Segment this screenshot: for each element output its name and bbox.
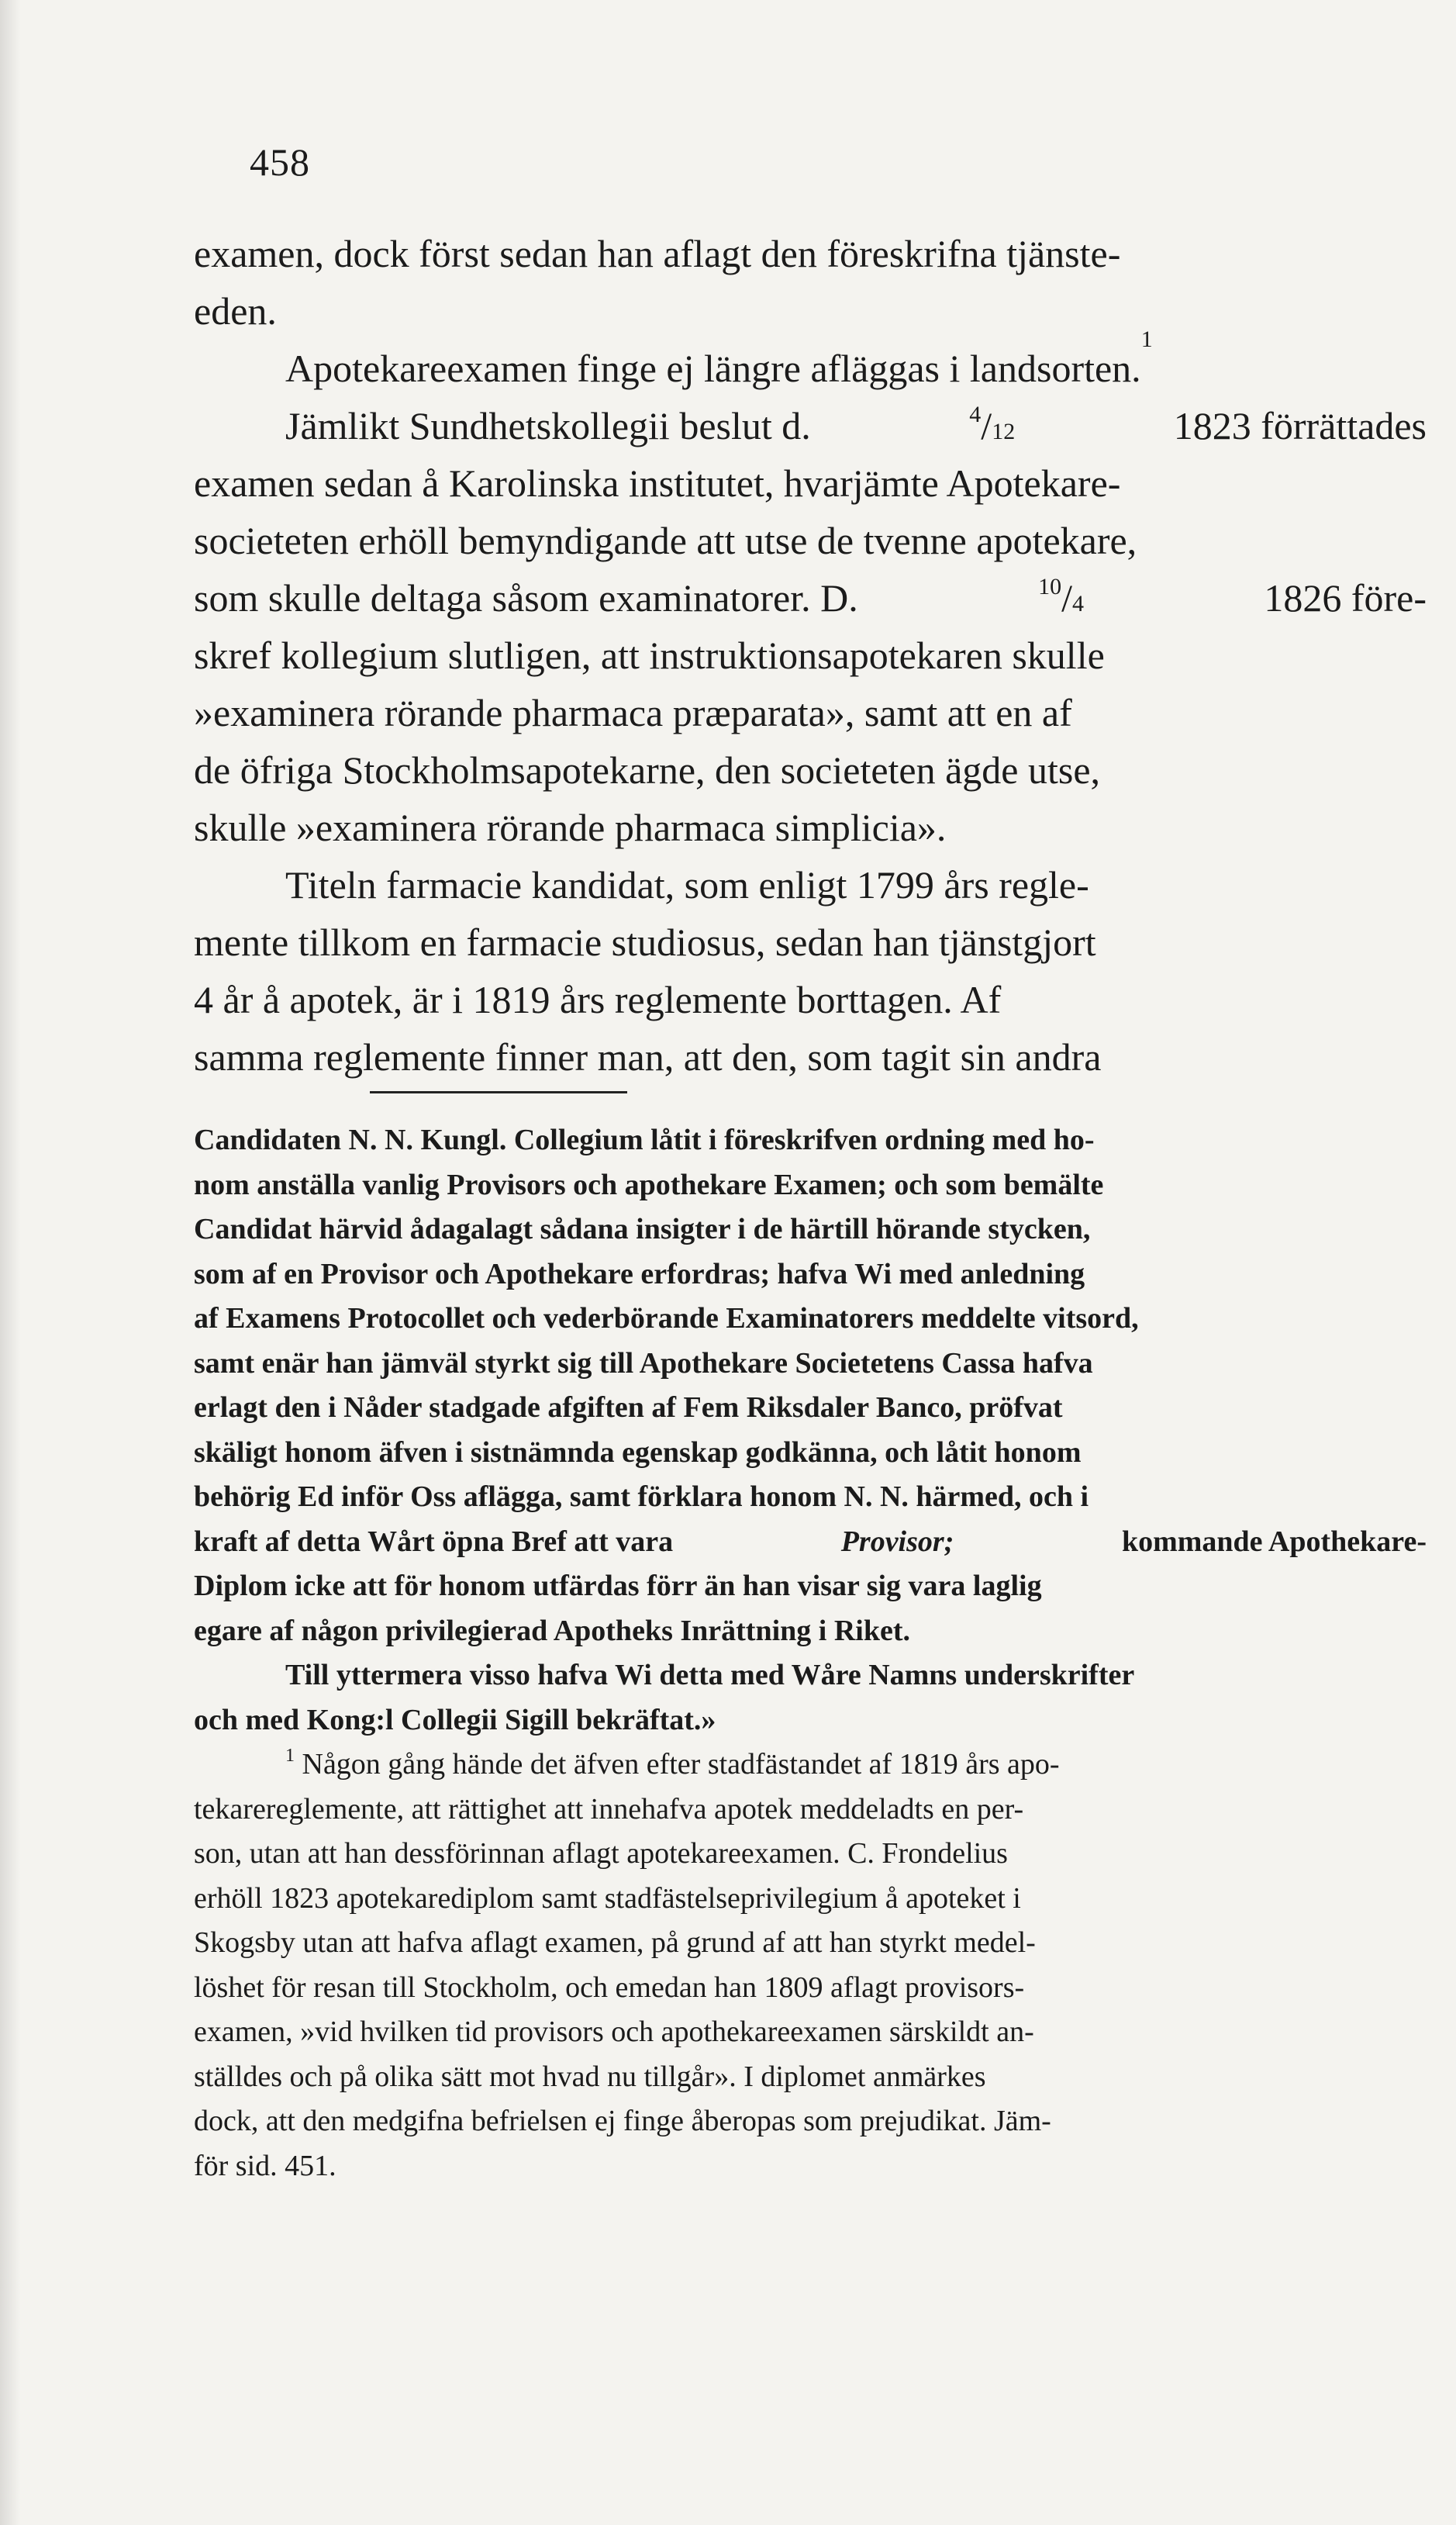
- footnote-text-tail: kommande Apothekare-: [1121, 1525, 1427, 1558]
- line-text: Jämlikt Sundhetskollegii beslut d.: [285, 404, 811, 447]
- text-line: [194, 512, 1427, 569]
- text-line: [194, 856, 1427, 914]
- footnote-text: nom anställa vanlig Provisors och apothekare Examen; och som bemälte: [194, 1168, 1104, 1201]
- line-text: Titeln farmacie kandidat, som enligt 1799 års regle-: [285, 863, 1089, 907]
- text-line: [194, 914, 1427, 971]
- footnote-line: [194, 1653, 1427, 1698]
- footnote-text: löshet för resan till Stockholm, och emedan han 1809 aflagt provisors-: [194, 1971, 1025, 2004]
- footnote-text: af Examens Protocollet och vederbörande Examinatorers meddelte vitsord,: [194, 1302, 1139, 1335]
- line-text: »examinera rörande pharmaca præparata», samt att en af: [194, 691, 1072, 734]
- footnote-text: Candidat härvid ådagalagt sådana insigter i de härtill hörande stycken,: [194, 1213, 1091, 1245]
- text-line: [194, 684, 1427, 741]
- text-line: [194, 326, 1427, 397]
- text-line: [194, 397, 1427, 454]
- footnote-line: [194, 1921, 1427, 1966]
- footnote-text: och med Kong:l Collegii Sigill bekräftat.»: [194, 1703, 716, 1736]
- footnote-line: [194, 2010, 1427, 2055]
- footnote-text: Candidaten N. N. Kungl. Collegium låtit i föreskrifven ordning med ho-: [194, 1124, 1095, 1156]
- text-line: [194, 1028, 1427, 1086]
- footnote-line: [194, 1743, 1427, 1788]
- footnote-line: [194, 1564, 1427, 1609]
- footnote-line: [194, 1966, 1427, 2011]
- footnote-reference: 1: [1140, 326, 1153, 352]
- footnote-line: [194, 2144, 1427, 2189]
- line-text: som skulle deltaga såsom examinatorer. D.: [194, 576, 858, 620]
- line-text-tail: 1823 förrättades: [1173, 404, 1427, 447]
- footnote-line: [194, 1342, 1427, 1387]
- line-text: examen sedan å Karolinska institutet, hvarjämte Apotekare-: [194, 461, 1121, 505]
- text-line: [194, 569, 1427, 627]
- line-text: skref kollegium slutligen, att instruktionsapotekaren skulle: [194, 634, 1105, 677]
- page-number: 458: [250, 140, 310, 184]
- line-text: samma reglemente finner man, att den, som tagit sin andra: [194, 1035, 1102, 1079]
- text-line: [194, 627, 1427, 684]
- footnote-italic-term: Provisor;: [840, 1525, 954, 1558]
- text-line: [194, 741, 1427, 799]
- text-line: [194, 799, 1427, 856]
- footnote-text: skäligt honom äfven i sistnämnda egenskap godkänna, och låtit honom: [194, 1435, 1082, 1469]
- footnote-block: [194, 1118, 1427, 2188]
- line-text: de öfriga Stockholmsapotekarne, den societeten ägde utse,: [194, 748, 1101, 792]
- footnote-line: [194, 1431, 1427, 1476]
- line-text: societeten erhöll bemyndigande att utse de tvenne apotekare,: [194, 519, 1137, 562]
- footnote-line: [194, 2055, 1427, 2100]
- footnote-line: [194, 1788, 1427, 1832]
- date-fraction: $^4$/12: [969, 402, 1016, 447]
- footnote-text: son, utan att han dessförinnan aflagt apotekareexamen. C. Frondelius: [194, 1837, 1008, 1870]
- date-fraction: $^{10}$/4: [1038, 574, 1084, 620]
- footnote-text: erhöll 1823 apotekarediplom samt stadfästelseprivilegium å apoteket i: [194, 1881, 1021, 1915]
- footnote-line: [194, 1520, 1427, 1565]
- footnote-text: $^1$ Någon gång hände det äfven efter stadfästandet af 1819 års apo-: [285, 1746, 1060, 1781]
- text-line: [194, 225, 1427, 282]
- text-line: [194, 971, 1427, 1028]
- footnote-text: examen, »vid hvilken tid provisors och apothekareexamen särskildt an-: [194, 2016, 1034, 2048]
- footnote-line: [194, 1297, 1427, 1342]
- footnote-line: [194, 1475, 1427, 1520]
- line-text: mente tillkom en farmacie studiosus, sedan han tjänstgjort: [194, 921, 1096, 964]
- line-text: skulle »examinera rörande pharmaca simplicia».: [194, 806, 947, 849]
- footnote-text: som af en Provisor och Apothekare erfordras; hafva Wi med anledning: [194, 1257, 1085, 1290]
- footnote-text: kraft af detta Wårt öpna Bref att vara: [194, 1525, 674, 1558]
- footnote-line: [194, 1207, 1427, 1252]
- footnote-mark: 1: [285, 1746, 295, 1766]
- main-text-block: [194, 225, 1427, 1086]
- footnote-text: egare af någon privilegierad Apotheks Inrättning i Riket.: [194, 1614, 910, 1647]
- line-text: examen, dock först sedan han aflagt den föreskrifna tjänste-: [194, 232, 1121, 275]
- footnote-line: [194, 1609, 1427, 1654]
- footnote-text: behörig Ed inför Oss aflägga, samt förklara honom N. N. härmed, och i: [194, 1480, 1089, 1513]
- footnote-line: [194, 1698, 1427, 1743]
- page-edge-shadow: [0, 0, 20, 2525]
- footnote-text: Diplom icke att för honom utfärdas förr än han visar sig vara laglig: [194, 1570, 1042, 1602]
- line-text: eden.: [194, 289, 277, 333]
- footnote-text: Till yttermera visso hafva Wi detta med Wåre Namns underskrifter: [285, 1659, 1135, 1691]
- footnote-line: [194, 1252, 1427, 1297]
- footnote-text: ställdes och på olika sätt mot hvad nu tillgår». I diplomet anmärkes: [194, 2060, 986, 2093]
- text-line: [194, 454, 1427, 512]
- line-text: Apotekareexamen finge ej längre afläggas i landsorten.: [285, 347, 1141, 390]
- footnote-text: tekarereglemente, att rättighet att innehafva apotek meddeladts en per-: [194, 1792, 1024, 1826]
- footnote-line: [194, 1832, 1427, 1877]
- footnote-text: för sid. 451.: [194, 2149, 336, 2182]
- line-text-tail: 1826 före-: [1264, 576, 1427, 620]
- footnote-text: erlagt den i Nåder stadgade afgiften af Fem Riksdaler Banco, pröfvat: [194, 1391, 1063, 1424]
- line-text: 4 år å apotek, är i 1819 års reglemente borttagen. Af: [194, 978, 1002, 1021]
- footnote-line: [194, 1163, 1427, 1208]
- footnote-text: dock, att den medgifna befrielsen ej finge åberopas som prejudikat. Jäm-: [194, 2105, 1051, 2137]
- footnote-text: samt enär han jämväl styrkt sig till Apothekare Societetens Cassa hafva: [194, 1346, 1093, 1380]
- footnote-line: [194, 1118, 1427, 1163]
- footnote-text: Skogsby utan att hafva aflagt examen, på grund af att han styrkt medel-: [194, 1926, 1036, 1959]
- text-line: [194, 282, 1427, 340]
- footnote-divider: [370, 1091, 627, 1093]
- footnote-line: [194, 2099, 1427, 2144]
- footnote-line: [194, 1386, 1427, 1431]
- footnote-line: [194, 1877, 1427, 1922]
